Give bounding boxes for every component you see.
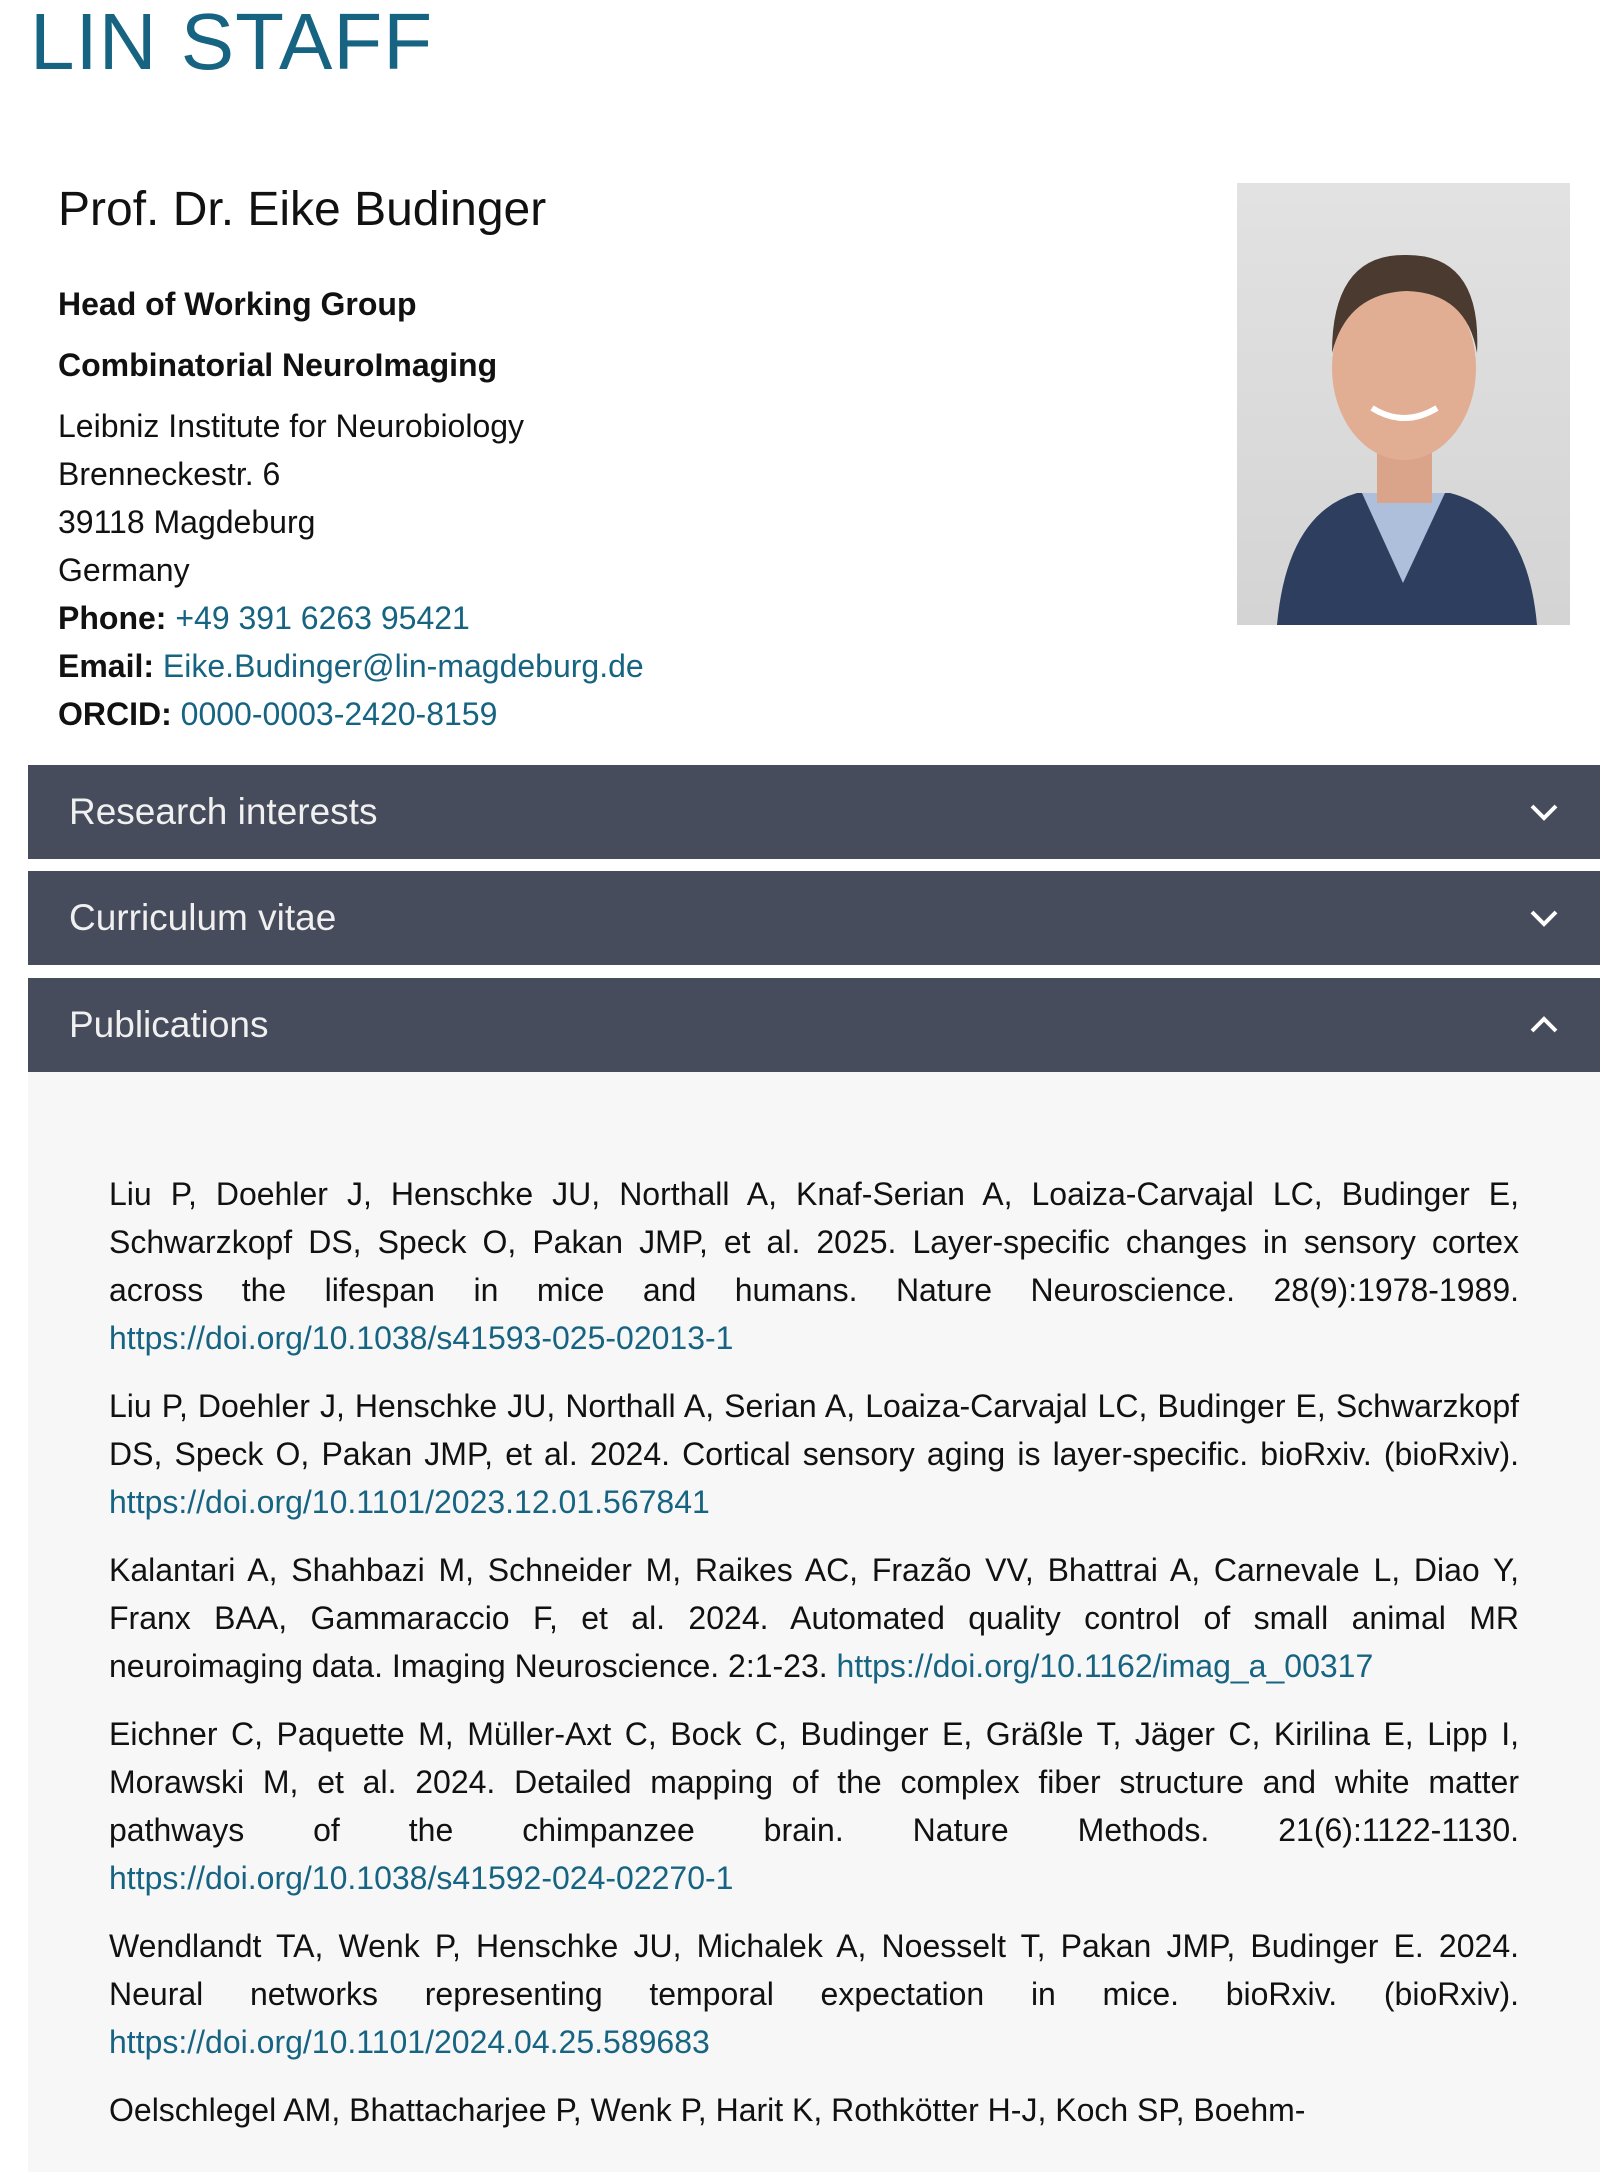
chevron-down-icon (1528, 797, 1560, 827)
address-line: Germany (58, 552, 190, 588)
accordion-label: Curriculum vitae (69, 897, 337, 938)
accordion-research-interests[interactable] (28, 765, 1600, 859)
doi-link[interactable]: https://doi.org/10.1101/2023.12.01.567841 (109, 1484, 710, 1520)
email-link[interactable]: Eike.Budinger@lin-magdeburg.de (162, 648, 644, 684)
orcid-label: ORCID: (58, 696, 172, 732)
phone-link[interactable]: +49 391 6263 95421 (175, 600, 470, 636)
site-title[interactable]: LIN STAFF (30, 0, 434, 86)
doi-link[interactable]: https://doi.org/10.1038/s41593-025-02013-1 (109, 1320, 734, 1356)
orcid-link[interactable]: 0000-0003-2420-8159 (180, 696, 498, 732)
publication-item (109, 1710, 1519, 1902)
publication-item (109, 1922, 1519, 2066)
phone-row (58, 594, 1158, 642)
address-line: Brenneckestr. 6 (58, 456, 281, 492)
citation-text: Eichner C, Paquette M, Müller-Axt C, Bock C, Budinger E, Gräßle T, Jäger C, Kirilina E, Lipp I, Morawski M, et al. 2024. Detailed mapping of the complex fiber structure and white matter pathways of the chimpanzee brain. Nature Methods. 21(6):1122-1130. (109, 1716, 1519, 1848)
chevron-up-icon (1528, 1010, 1560, 1040)
chevron-down-icon (1528, 903, 1560, 933)
citation-text: Liu P, Doehler J, Henschke JU, Northall A, Serian A, Loaiza-Carvajal LC, Budinger E, Schwarzkopf DS, Speck O, Pakan JMP, et al. 2024. Cortical sensory aging is layer-specific. bioRxiv. (bioRxiv). (109, 1388, 1519, 1472)
address-line: Leibniz Institute for Neurobiology (58, 408, 525, 444)
publication-list (109, 1170, 1519, 2154)
email-row (58, 642, 1158, 690)
doi-link[interactable]: https://doi.org/10.1038/s41592-024-02270-1 (109, 1860, 734, 1896)
citation-text: Oelschlegel AM, Bhattacharjee P, Wenk P, Harit K, Rothkötter H-J, Koch SP, Boehm- (109, 2092, 1306, 2128)
accordion-label: Research interests (69, 791, 378, 832)
citation-text: Kalantari A, Shahbazi M, Schneider M, Raikes AC, Frazão VV, Bhattrai A, Carnevale L, Diao Y, Franx BAA, Gammaraccio F, et al. 2024. Automated quality control of small animal MR neuroimaging data. Imaging Neuroscience. 2:1-23. (109, 1552, 1519, 1684)
citation-text: Liu P, Doehler J, Henschke JU, Northall A, Knaf-Serian A, Loaiza-Carvajal LC, Budinger E, Schwarzkopf DS, Speck O, Pakan JMP, et al. 2025. Layer-specific changes in sensory cortex across the lifespan in mice and humans. Nature Neuroscience. 28(9):1978-1989. (109, 1176, 1519, 1308)
person-name: Prof. Dr. Eike Budinger (58, 183, 547, 236)
profile-photo (1237, 183, 1570, 625)
citation-text: Wendlandt TA, Wenk P, Henschke JU, Michalek A, Noesselt T, Pakan JMP, Budinger E. 2024. Neural networks representing temporal expectation in mice. bioRxiv. (bioRxiv). (109, 1928, 1519, 2012)
working-group: Combinatorial NeuroImaging (58, 347, 498, 383)
contact-info (58, 280, 1158, 738)
phone-label: Phone: (58, 600, 167, 636)
orcid-row (58, 690, 1158, 738)
publication-item (109, 1382, 1519, 1526)
address-line: 39118 Magdeburg (58, 504, 316, 540)
position: Head of Working Group (58, 286, 417, 322)
accordion-curriculum-vitae[interactable] (28, 871, 1600, 965)
doi-link[interactable]: https://doi.org/10.1101/2024.04.25.589683 (109, 2024, 710, 2060)
doi-link[interactable]: https://doi.org/10.1162/imag_a_00317 (836, 1648, 1374, 1684)
publication-item (109, 1170, 1519, 1362)
publication-item (109, 2086, 1519, 2134)
accordion-publications[interactable] (28, 978, 1600, 1072)
publication-item (109, 1546, 1519, 1690)
email-label: Email: (58, 648, 155, 684)
accordion-label: Publications (69, 1004, 269, 1045)
